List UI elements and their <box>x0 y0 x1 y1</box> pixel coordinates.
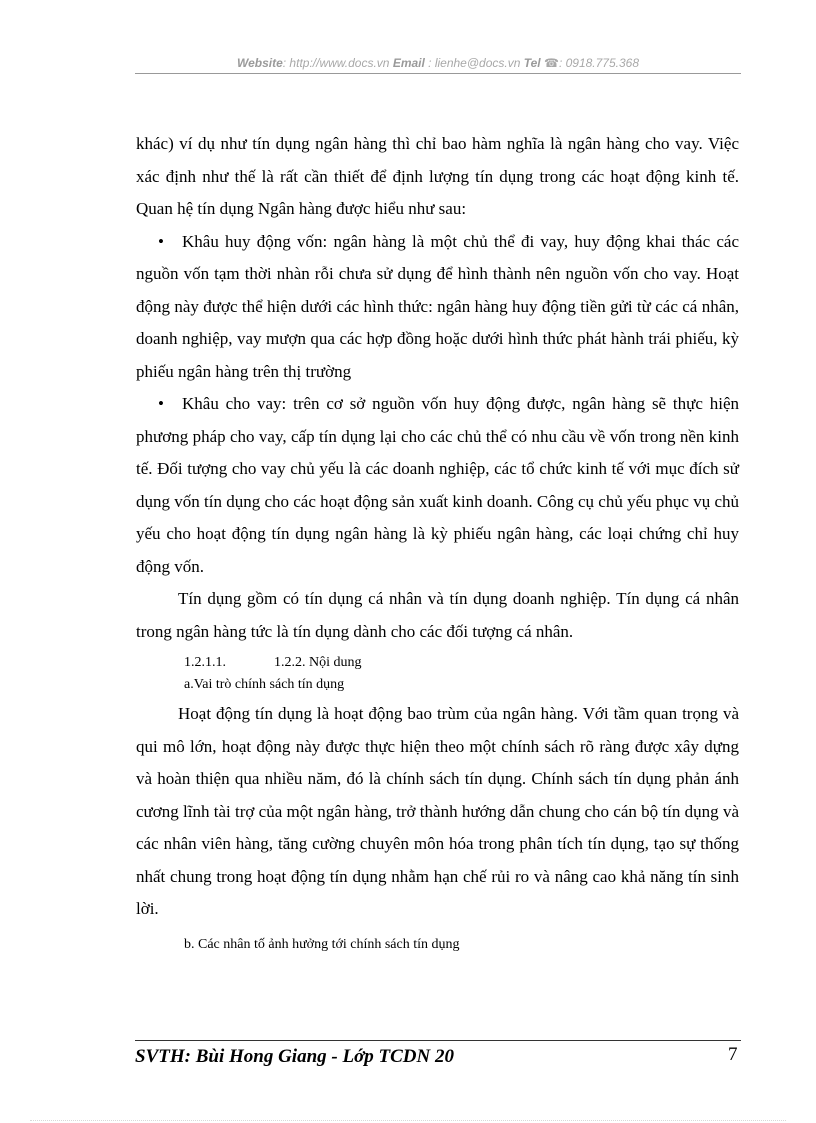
phone-icon: ☎ <box>543 56 559 70</box>
page-header <box>135 56 741 70</box>
website-value: : http://www.docs.vn <box>282 56 393 70</box>
paragraph-intro: khác) ví dụ như tín dụng ngân hàng thì chỉ bao hàm nghĩa là ngân hàng cho vay. Việc xác định như thế là rất cần thiết để định lượng tín dụng trong các hoạt động kinh tế. Quan hệ tín dụng Ngân hàng được hiểu như sau: <box>136 134 739 218</box>
bullet-text-lending: Khâu cho vay: trên cơ sở nguồn vốn huy động được, ngân hàng sẽ thực hiện phương pháp cho vay, cấp tín dụng lại cho các chủ thể có nhu cầu về vốn trong nền kinh tế. Đối tượng cho vay chủ yếu là các doanh nghiệp, các tổ chức kinh tế với mục đích sử dụng vốn tín dụng cho các hoạt động sản xuất kinh doanh. Công cụ chủ yếu phục vụ chủ yếu cho hoạt động tín dụng ngân hàng là kỳ phiếu ngân hàng, các loại chứng chỉ huy động vốn. <box>136 394 739 576</box>
email-value: : lienhe@docs.vn <box>424 56 524 70</box>
subsection-b-title: b. Các nhân tố ảnh hưởng tới chính sách tín dụng <box>184 936 460 952</box>
bullet-item-mobilization <box>136 226 739 389</box>
bullet-item-lending <box>136 388 739 583</box>
subsection-a-title: a.Vai trò chính sách tín dụng <box>184 677 345 692</box>
section-heading-row <box>136 652 739 674</box>
bullet-icon: • <box>158 231 164 251</box>
document-body <box>136 128 739 956</box>
header-divider <box>135 73 741 74</box>
tel-label: Tel <box>523 56 541 70</box>
footer-author: SVTH: Bùi Hong Giang - Lớp TCDN 20 <box>135 1046 454 1067</box>
paragraph-credit-types: Tín dụng gồm có tín dụng cá nhân và tín dụng doanh nghiệp. Tín dụng cá nhân trong ngân hàng tức là tín dụng dành cho các đối tượng cá nhân. <box>136 589 739 641</box>
bullet-icon: • <box>158 394 164 413</box>
tel-value: : 0918.775.368 <box>558 56 640 70</box>
website-label: Website <box>236 56 283 70</box>
paragraph-credit-policy: Hoạt động tín dụng là hoạt động bao trùm của ngân hàng. Với tầm quan trọng và qui mô lớn, hoạt động này được thực hiện theo một chính sách rõ ràng được xây dựng và hoàn thiện qua nhiều năm, đó là chính sách tín dụng. Chính sách tín dụng phản ánh cương lĩnh tài trợ của một ngân hàng, trở thành hướng dẫn chung cho cán bộ tín dụng và các nhân viên hàng, tăng cường chuyên môn hóa trong phân tích tín dụng, tạo sự thống nhất chung trong hoạt động tín dụng nhằm hạn chế rủi ro và nâng cao khả năng tín sinh lời. <box>136 704 739 918</box>
bullet-text-mobilization: Khâu huy động vốn: ngân hàng là một chủ thể đi vay, huy động khai thác các nguồn vốn tạm thời nhàn rỗi chưa sử dụng để hình thành nên nguồn vốn cho vay. Hoạt động này được thể hiện dưới các hình thức: ngân hàng huy động tiền gửi từ các cá nhân, doanh nghiệp, vay mượn qua các hợp đồng hoặc dưới hình thức phát hành trái phiếu, kỳ phiếu ngân hàng trên thị trường <box>136 231 739 381</box>
section-title: 1.2.2. Nội dung <box>274 655 362 670</box>
page-number: 7 <box>728 1044 738 1065</box>
section-number: 1.2.1.1. <box>184 655 226 670</box>
page-bottom-border <box>30 1120 786 1121</box>
email-label: Email <box>392 56 425 70</box>
footer-divider <box>135 1040 741 1041</box>
